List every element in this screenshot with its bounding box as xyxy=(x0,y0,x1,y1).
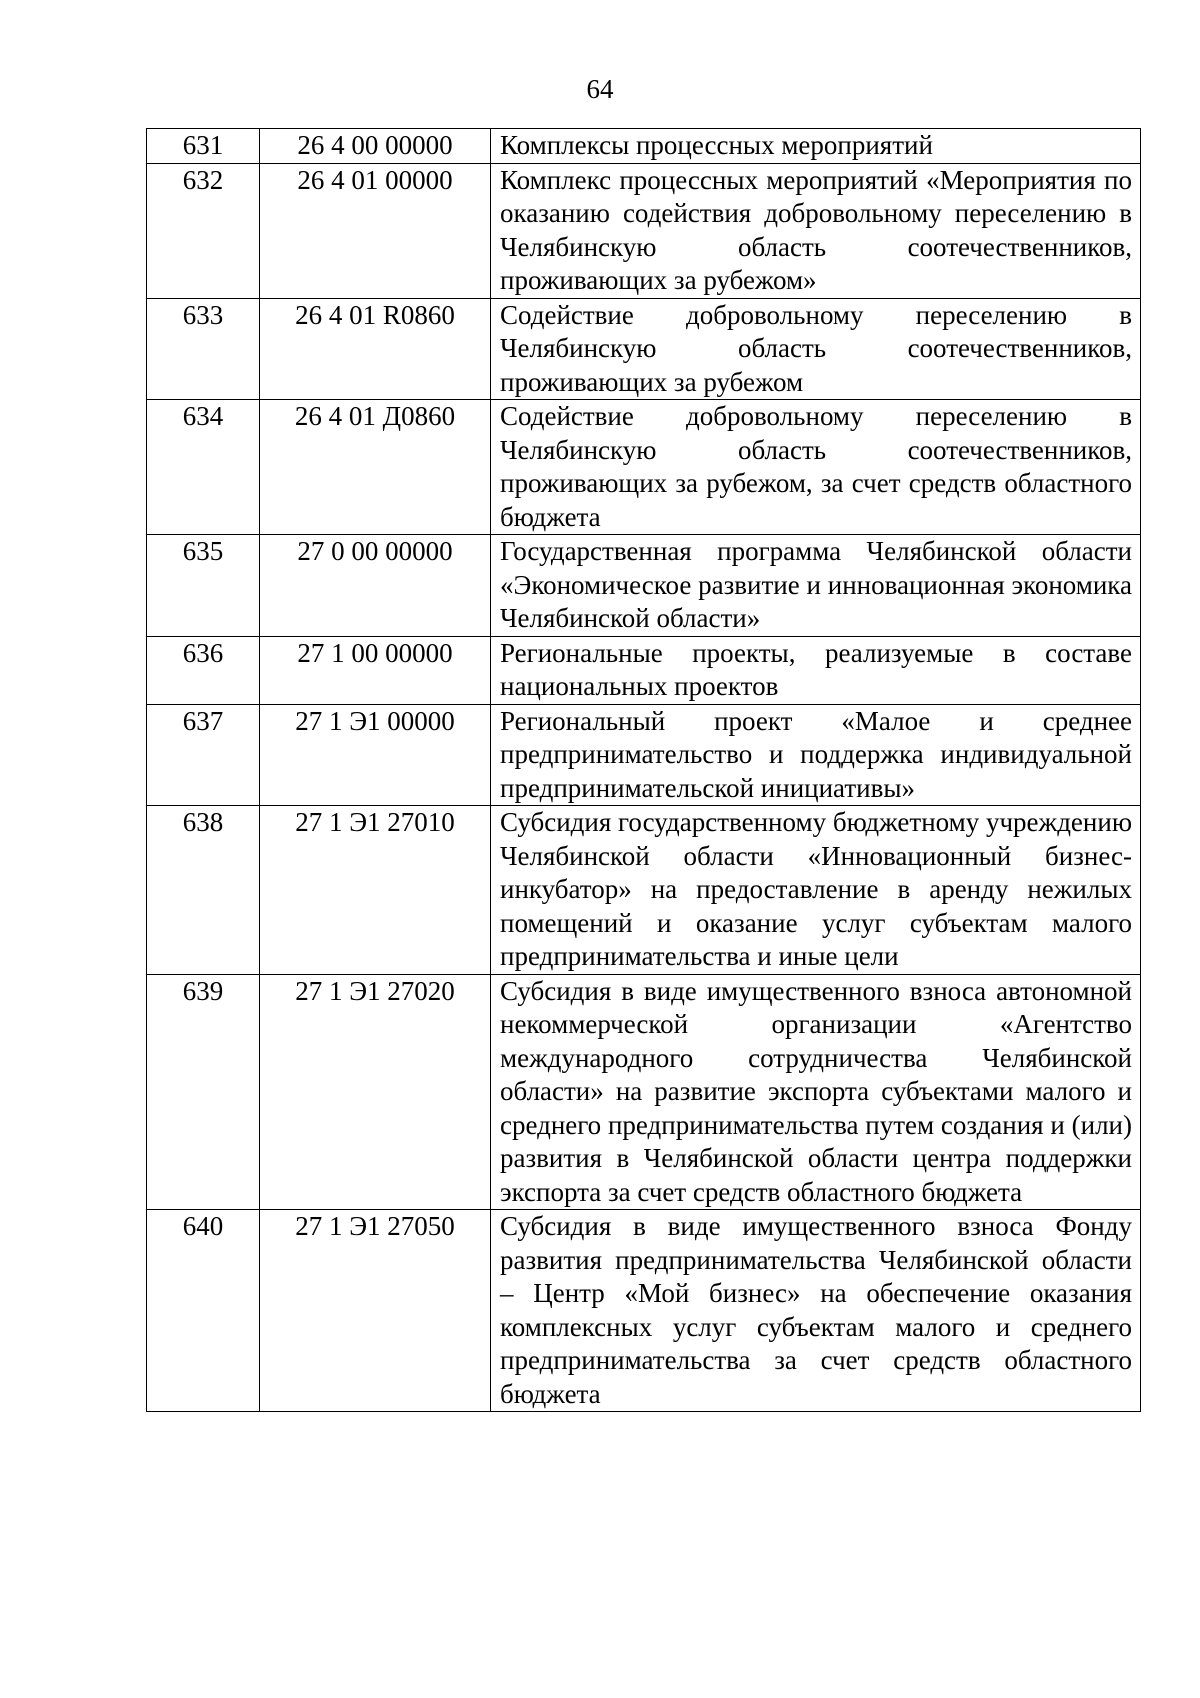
row-number: 631 xyxy=(147,129,260,164)
table-row xyxy=(147,704,1141,806)
page-number: 64 xyxy=(586,74,614,104)
table-row xyxy=(147,163,1141,298)
table-row xyxy=(147,636,1141,704)
item-description: Региональные проекты, реализуемые в составе национальных проектов xyxy=(491,636,1141,704)
classification-code: 27 1 Э1 27050 xyxy=(260,1210,491,1412)
classification-code: 26 4 01 R0860 xyxy=(260,298,491,400)
classification-code: 27 1 Э1 00000 xyxy=(260,704,491,806)
item-description: Комплекс процессных мероприятий «Мероприятия по оказанию содействия добровольному переселению в Челябинскую область соотечественников, проживающих за рубежом» xyxy=(491,163,1141,298)
row-number: 634 xyxy=(147,400,260,535)
item-description: Субсидия в виде имущественного взноса автономной некоммерческой организации «Агентство международного сотрудничества Челябинской области» на развитие экспорта субъектами малого и среднего предпринимательства путем создания и (или) развития в Челябинской области центра поддержки экспорта за счет средств областного бюджета xyxy=(491,974,1141,1210)
table-row xyxy=(147,974,1141,1210)
item-description: Содействие добровольному переселению в Челябинскую область соотечественников, проживающих за рубежом, за счет средств областного бюджета xyxy=(491,400,1141,535)
table-row xyxy=(147,400,1141,535)
item-description: Региональный проект «Малое и среднее предпринимательство и поддержка индивидуальной предпринимательской инициативы» xyxy=(491,704,1141,806)
row-number: 637 xyxy=(147,704,260,806)
item-description: Субсидия в виде имущественного взноса Фонду развития предпринимательства Челябинской области – Центр «Мой бизнес» на обеспечение оказания комплексных услуг субъектам малого и среднего предпринимательства за счет средств областного бюджета xyxy=(491,1210,1141,1412)
table-row xyxy=(147,129,1141,164)
classification-code: 26 4 01 00000 xyxy=(260,163,491,298)
classification-code: 27 0 00 00000 xyxy=(260,535,491,637)
classification-code: 27 1 00 00000 xyxy=(260,636,491,704)
row-number: 638 xyxy=(147,806,260,975)
row-number: 632 xyxy=(147,163,260,298)
row-number: 640 xyxy=(147,1210,260,1412)
row-number: 635 xyxy=(147,535,260,637)
classification-code: 27 1 Э1 27020 xyxy=(260,974,491,1210)
table-body xyxy=(147,129,1141,1412)
item-description: Субсидия государственному бюджетному учреждению Челябинской области «Инновационный бизнес-инкубатор» на предоставление в аренду нежилых помещений и оказание услуг субъектам малого предпринимательства и иные цели xyxy=(491,806,1141,975)
table-row xyxy=(147,535,1141,637)
classification-code: 26 4 01 Д0860 xyxy=(260,400,491,535)
budget-classification-table xyxy=(146,128,1141,1412)
classification-code: 26 4 00 00000 xyxy=(260,129,491,164)
row-number: 633 xyxy=(147,298,260,400)
item-description: Комплексы процессных мероприятий xyxy=(491,129,1141,164)
item-description: Содействие добровольному переселению в Челябинскую область соотечественников, проживающих за рубежом xyxy=(491,298,1141,400)
item-description: Государственная программа Челябинской области «Экономическое развитие и инновационная экономика Челябинской области» xyxy=(491,535,1141,637)
row-number: 636 xyxy=(147,636,260,704)
classification-code: 27 1 Э1 27010 xyxy=(260,806,491,975)
table-row xyxy=(147,806,1141,975)
row-number: 639 xyxy=(147,974,260,1210)
table-row xyxy=(147,298,1141,400)
table-row xyxy=(147,1210,1141,1412)
